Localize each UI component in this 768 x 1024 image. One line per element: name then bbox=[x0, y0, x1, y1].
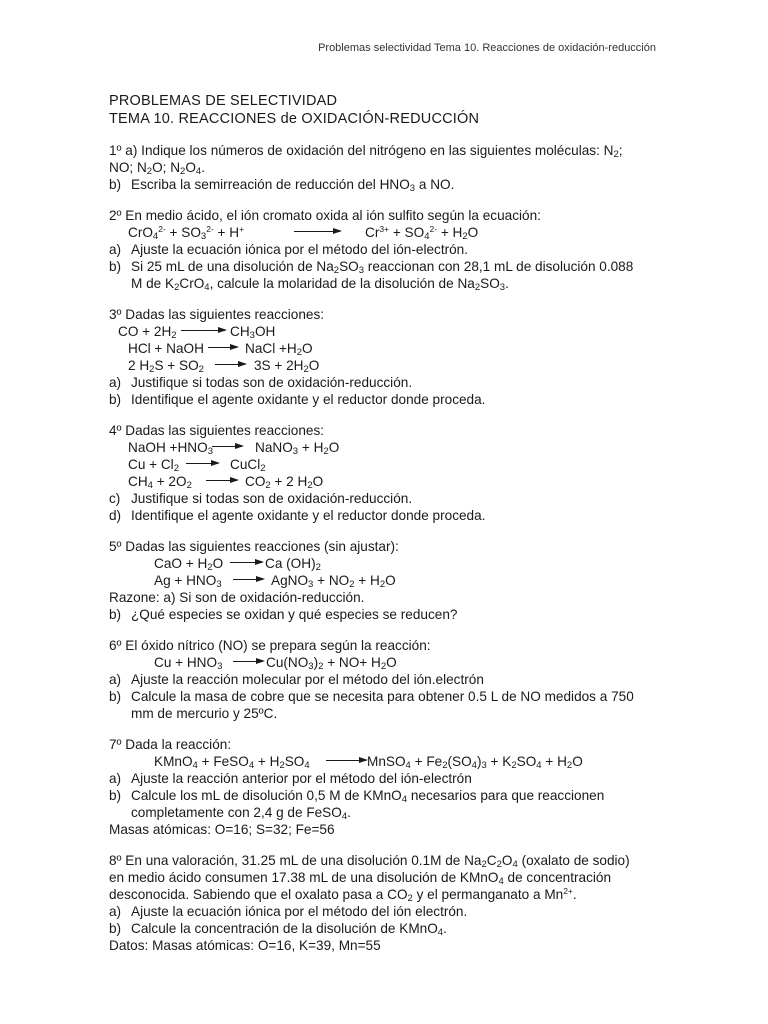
equation: NaOH $+HNO_3$ NaNO$_3$ + $H_2O$ bbox=[128, 440, 340, 457]
equation: $CrO_4^{2-} + SO_3^{2-} + H^+$ $Cr^{3+} + SO_4^{2-} + H_2O$ bbox=[128, 224, 479, 242]
equation: $Cu + HNO_3$ $Cu(NO_3)_2 + NO+ H_2O$ bbox=[154, 655, 397, 672]
equation: 2 $H_2S + SO_2$ $3S + 2H_2O$ bbox=[128, 358, 320, 375]
equation: KMnO$_4$ + FeSO$_4$ + $H_2SO_4$ MnSO$_4$ + $Fe_2(SO_4)_3 + K_2SO_4 + H_2O$ bbox=[154, 754, 583, 771]
problem-1-item-b: b) Escriba la semirreación de reducción del $HNO_3$ a NO. bbox=[109, 177, 455, 194]
problem-8: 8º En una valoración, 31.25 mL de una disolución 0.1M de $Na_2C_2O_4$ (oxalato de sodio) en medio ácido consumen 17.38 mL de una disolución de KMnO$_4$ de concentración desconocida. Sabiendo que el oxalato pasa a $CO_2$ y el permanganato a $Mn^{2+}$. a) Ajuste la ecuación iónica por el método del ión electrón. b) Calcule la concentración de la disolución de KMnO$_4$. Datos: Masas atómicas: O=16, K=39, Mn=55 bbox=[109, 853, 630, 953]
reaction-arrow bbox=[233, 661, 263, 662]
equation: $Cu + Cl_2$ CuCl$_2$ bbox=[128, 457, 266, 474]
problem-2: 2º En medio ácido, el ión cromato oxida al ión sulfito según la ecuación: $CrO_4^{2-} + SO_3^{2-} + H^+$ $Cr^{3+} + SO_4^{2-} + H_2O$ a) Ajuste la ecuación iónica por el método del ión-electrón. b) Si 25 mL de una disolución de $Na_2SO_3$ reaccionan con 28,1 mL de disolución 0.088 M de $K_2CrO_4$, calcule la molaridad de la disolución de $Na_2SO_3$. bbox=[109, 207, 669, 292]
problem-6: 6º El óxido nítrico (NO) se prepara según la reacción: $Cu + HNO_3$ $Cu(NO_3)_2 + NO+ H_2O$ a) Ajuste la reacción molecular por el método del ión.electrón b) Calcule la masa de cobre que se necesita para obtener 0.5 L de NO medidos a 750 mm de mercurio y 25ºC. bbox=[109, 637, 669, 722]
problem-7: 7º Dada la reacción: KMnO$_4$ + FeSO$_4$ + $H_2SO_4$ MnSO$_4$ + $Fe_2(SO_4)_3 + K_2SO_4 + H_2O$ a) Ajuste la reacción anterior por el método del ión-electrón b) Calcule los mL de disolución 0,5 M de KMnO$_4$ necesarios para que reaccionen completamente con 2,4 g de FeSO$_4$. Masas atómicas: O=16; S=32; Fe=56 bbox=[109, 736, 669, 838]
equation: CaO + $H_2O$ Ca $(OH)_2$ bbox=[154, 556, 321, 573]
equation: $CH_4 + 2O_2$ $CO_2 + 2$ $H_2O$ bbox=[128, 474, 324, 491]
reaction-arrow bbox=[233, 579, 263, 580]
equation: HCl + NaOH NaCl $+H_2O$ bbox=[128, 341, 313, 358]
problem-1: 1º a) Indique los números de oxidación del nitrógeno en las siguientes moléculas: $N_2$; NO; $N_2O$; $N_2O_4$. b) Escriba la semirreación de reducción del $HNO_3$ a NO. bbox=[109, 142, 669, 193]
document-title: PROBLEMAS DE SELECTIVIDAD TEMA 10. REACCIONES de OXIDACIÓN-REDUCCIÓN bbox=[109, 93, 480, 127]
problem-3: 3º Dadas las siguientes reacciones: CO + $2H_2$ $CH_3OH$ HCl + NaOH NaCl $+H_2O$ 2 $H_2S + SO_2$ $3S + 2H_2O$ a) Justifique si todas son de oxidación-reducción. b) Identifique el agente oxidante y el reductor donde proceda. bbox=[109, 306, 669, 408]
problem-4: 4º Dadas las siguientes reacciones: NaOH $+HNO_3$ NaNO$_3$ + $H_2O$ $Cu + Cl_2$ CuCl$_2$ $CH_4 + 2O_2$ $CO_2 + 2$ $H_2O$ c) Justifique si todas son de oxidación-reducción. d) Identifique el agente oxidante y el reductor donde proceda. bbox=[109, 422, 669, 524]
reaction-arrow bbox=[294, 231, 340, 232]
reaction-arrow bbox=[208, 347, 237, 348]
problem-5: 5º Dadas las siguientes reacciones (sin ajustar): CaO + $H_2O$ Ca $(OH)_2$ $Ag + HNO_3$ AgNO$_3$ + $NO_2 + H_2O$ Razone: a) Si son de oxidación-reducción. b) ¿Qué especies se oxidan y qué especies se reducen? bbox=[109, 538, 669, 623]
equation: $Ag + HNO_3$ AgNO$_3$ + $NO_2 + H_2O$ bbox=[154, 573, 396, 590]
reaction-arrow bbox=[186, 463, 218, 464]
reaction-arrow bbox=[181, 330, 225, 331]
running-header: Problemas selectividad Tema 10. Reacciones de oxidación-reducción bbox=[318, 42, 656, 54]
equation: CO + $2H_2$ $CH_3OH$ bbox=[118, 324, 276, 341]
reaction-arrow bbox=[206, 480, 237, 481]
reaction-arrow bbox=[215, 364, 245, 365]
reaction-arrow bbox=[230, 562, 262, 563]
reaction-arrow bbox=[212, 446, 242, 447]
reaction-arrow bbox=[326, 760, 366, 761]
document-body bbox=[109, 92, 669, 954]
